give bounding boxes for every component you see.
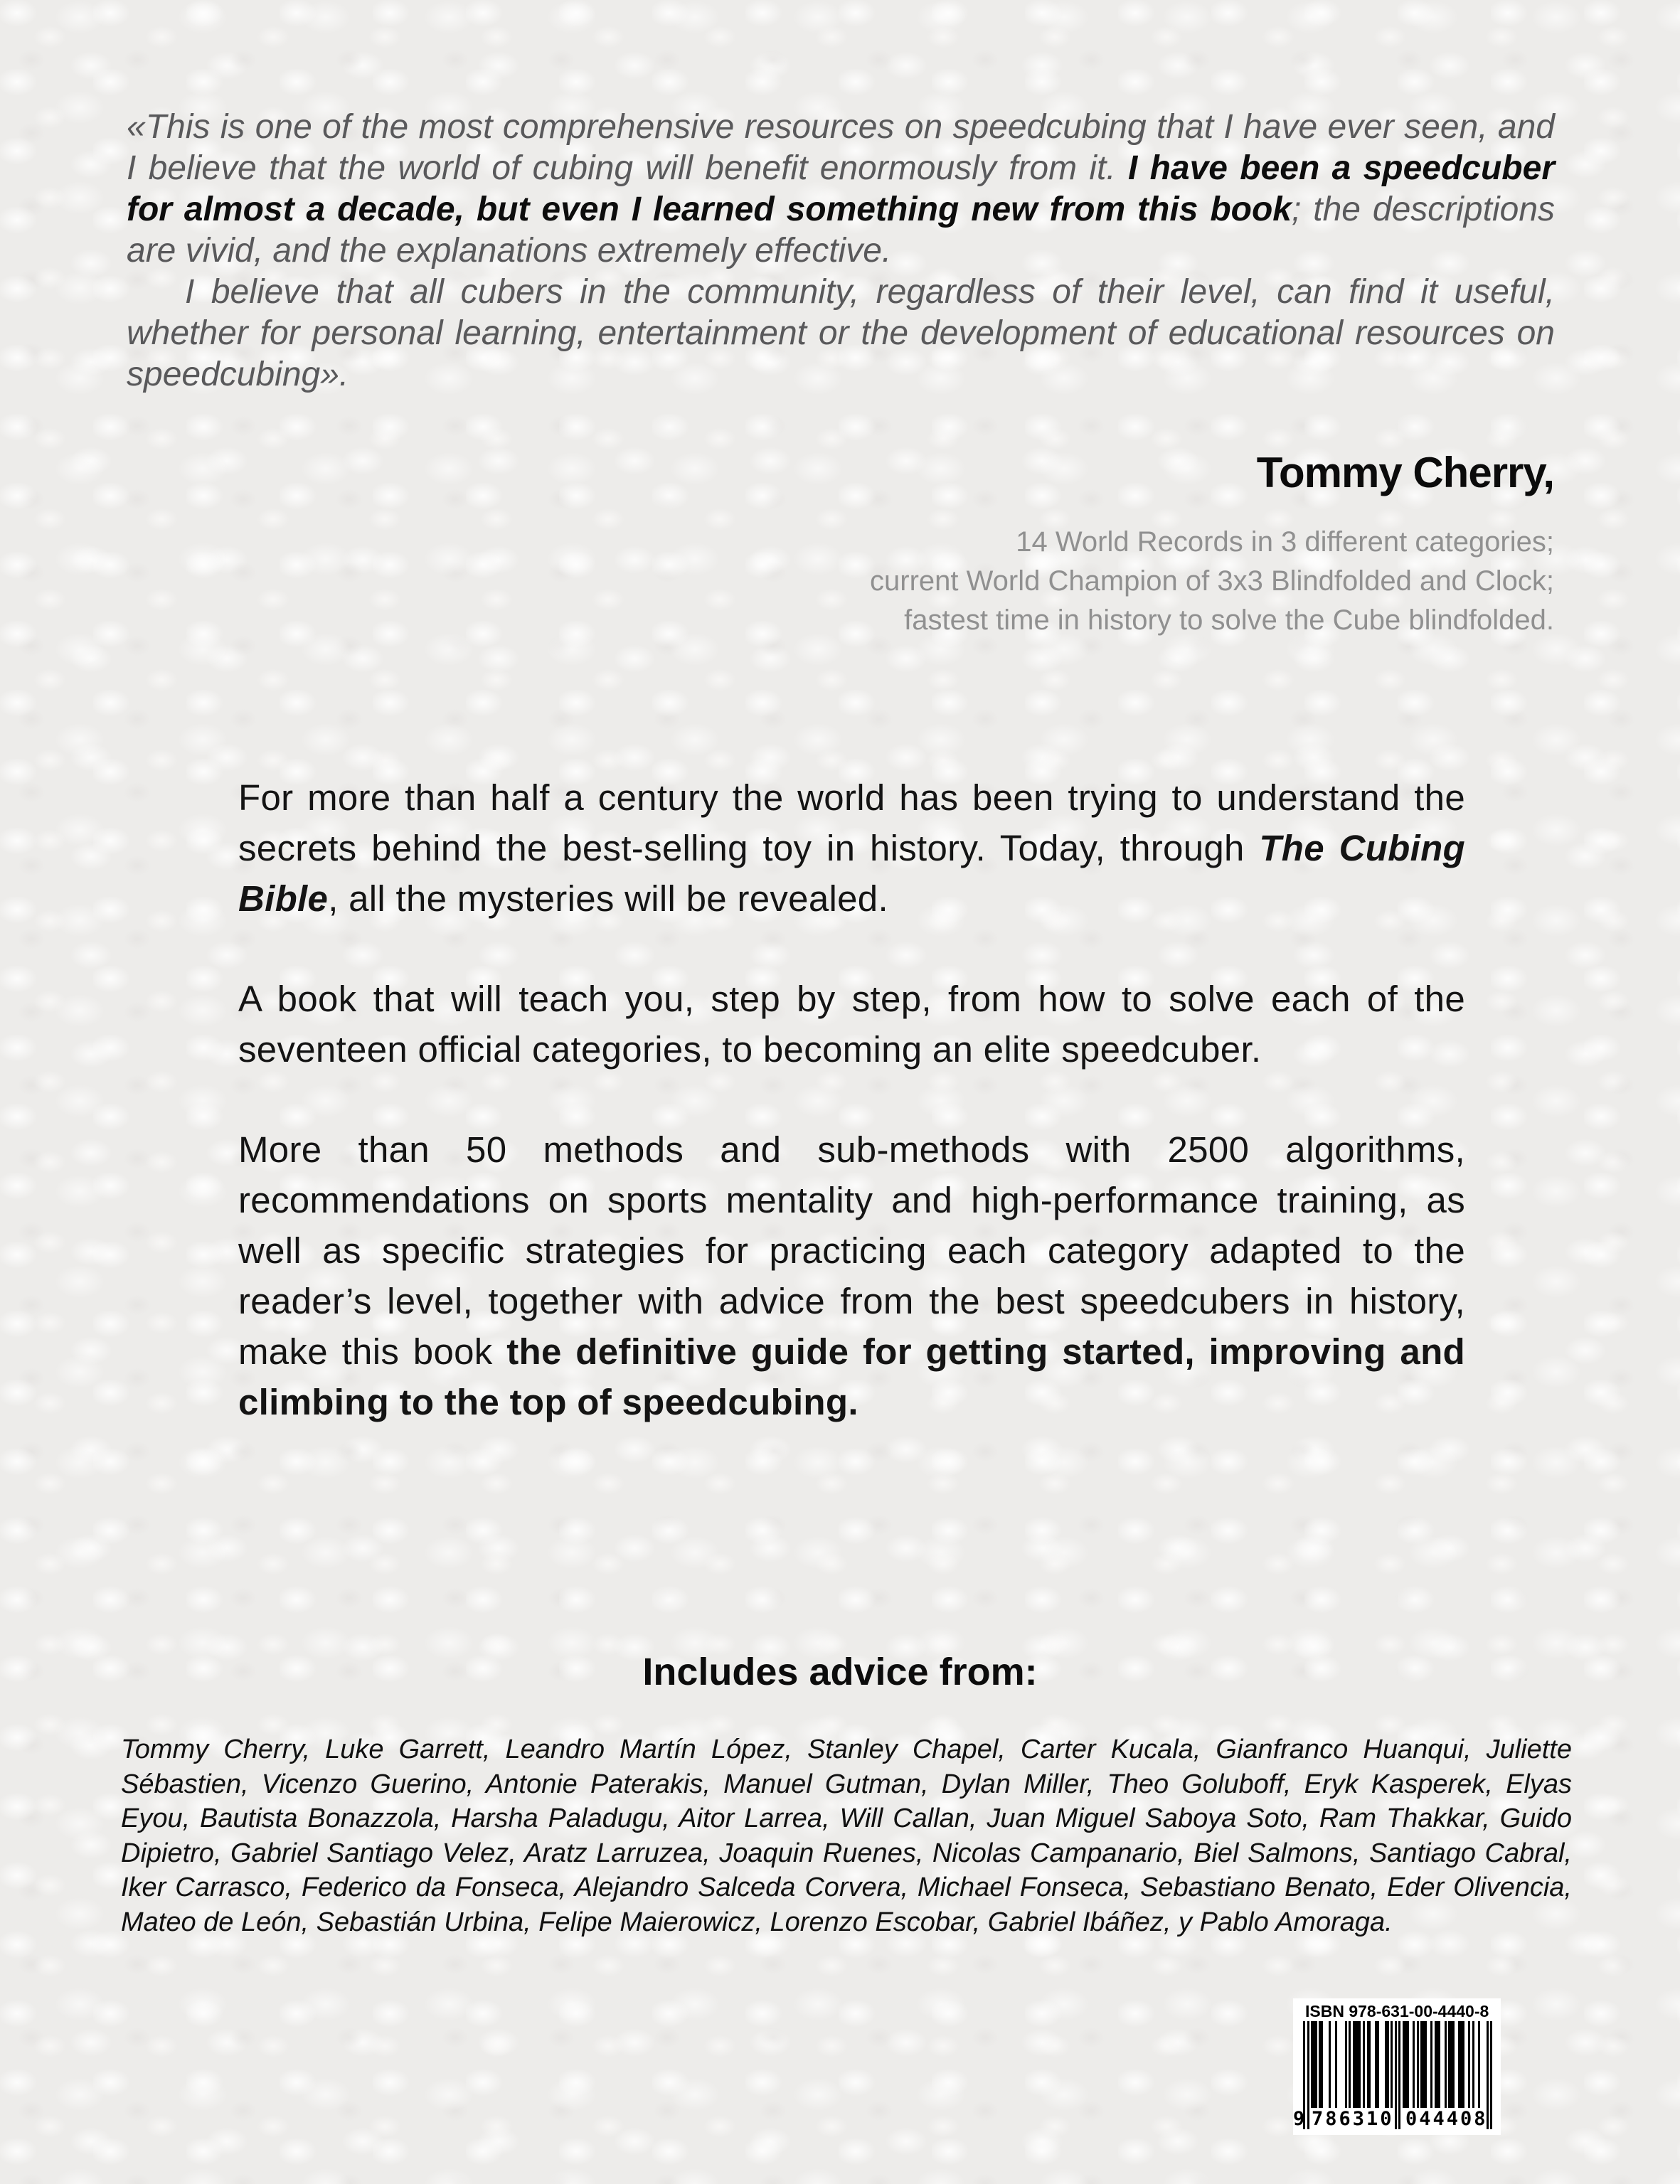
isbn-barcode <box>1293 1998 1501 2135</box>
quote-paragraph-1: «This is one of the most comprehensive resources on speedcubing that I have ever seen, and I believe that the world of cubing will benefit enormously from it. I have been a speedcuber for almost a decade, but even I learned something new from this book; the descriptions are vivid, and the explanations extremely effective. <box>127 108 1556 270</box>
testimonial-quote <box>127 107 1555 395</box>
quote-paragraph-2: I believe that all cubers in the community, regardless of their level, can find it useful, whether for personal learning, entertainment or the development of educational resources on speedcubing». <box>127 273 1555 393</box>
book-description <box>238 772 1465 1427</box>
barcode-digit-group: 044408 <box>1405 2108 1488 2130</box>
description-paragraph-1: For more than half a century the world has been trying to understand the secrets behind the best-selling toy in history. Today, through The Cubing Bible, all the mysteries will be revealed. <box>238 777 1465 919</box>
advisors-list: Tommy Cherry, Luke Garrett, Leandro Martín López, Stanley Chapel, Carter Kucala, Gianfranco Huanqui, Juliette Sébastien, Vicenzo Guerino, Antonie Paterakis, Manuel Gutman, Dylan Miller, Theo Goluboff, Eryk Kasperek, Elyas Eyou, Bautista Bonazzola, Harsha Paladugu, Aitor Larrea, Will Callan, Juan Miguel Saboya Soto, Ram Thakkar, Guido Dipietro, Gabriel Santiago Velez, Aratz Larruzea, Joaquin Ruenes, Nicolas Campanario, Biel Salmons, Santiago Cabral, Iker Carrasco, Federico da Fonseca, Alejandro Salceda Corvera, Michael Fonseca, Sebastiano Benato, Eder Olivencia, Mateo de León, Sebastián Urbina, Felipe Maierowicz, Lorenzo Escobar, Gabriel Ibáñez, y Pablo Amoraga. <box>121 1735 1572 1937</box>
description-paragraph-3: More than 50 methods and sub-methods with 2500 algorithms, recommendations on sports mentality and high-performance training, as well as specific strategies for practicing each category adapted to the reader’s level, together with advice from the best speedcubers in history, make this book the definitive guide for getting started, improving and climbing to the top of speedcubing. <box>238 1129 1465 1422</box>
barcode-digit-group: 786310 <box>1312 2108 1394 2130</box>
barcode-digits <box>1293 2108 1492 2134</box>
author-credentials: 14 World Records in 3 different categories; current World Champion of 3x3 Blindfolded and Clock; fastest time in history to solve the Cube blindfolded. <box>870 526 1554 636</box>
advice-heading: Includes advice from: <box>642 1651 1038 1693</box>
description-paragraph-2: A book that will teach you, step by step, from how to solve each of the seventeen official categories, to becoming an elite speedcuber. <box>238 979 1465 1070</box>
author-name: Tommy Cherry, <box>1256 449 1554 496</box>
barcode-digit-group: 9 <box>1293 2108 1305 2130</box>
isbn-label: ISBN 978-631-00-4440-8 <box>1305 2002 1489 2020</box>
attribution <box>870 448 1554 640</box>
